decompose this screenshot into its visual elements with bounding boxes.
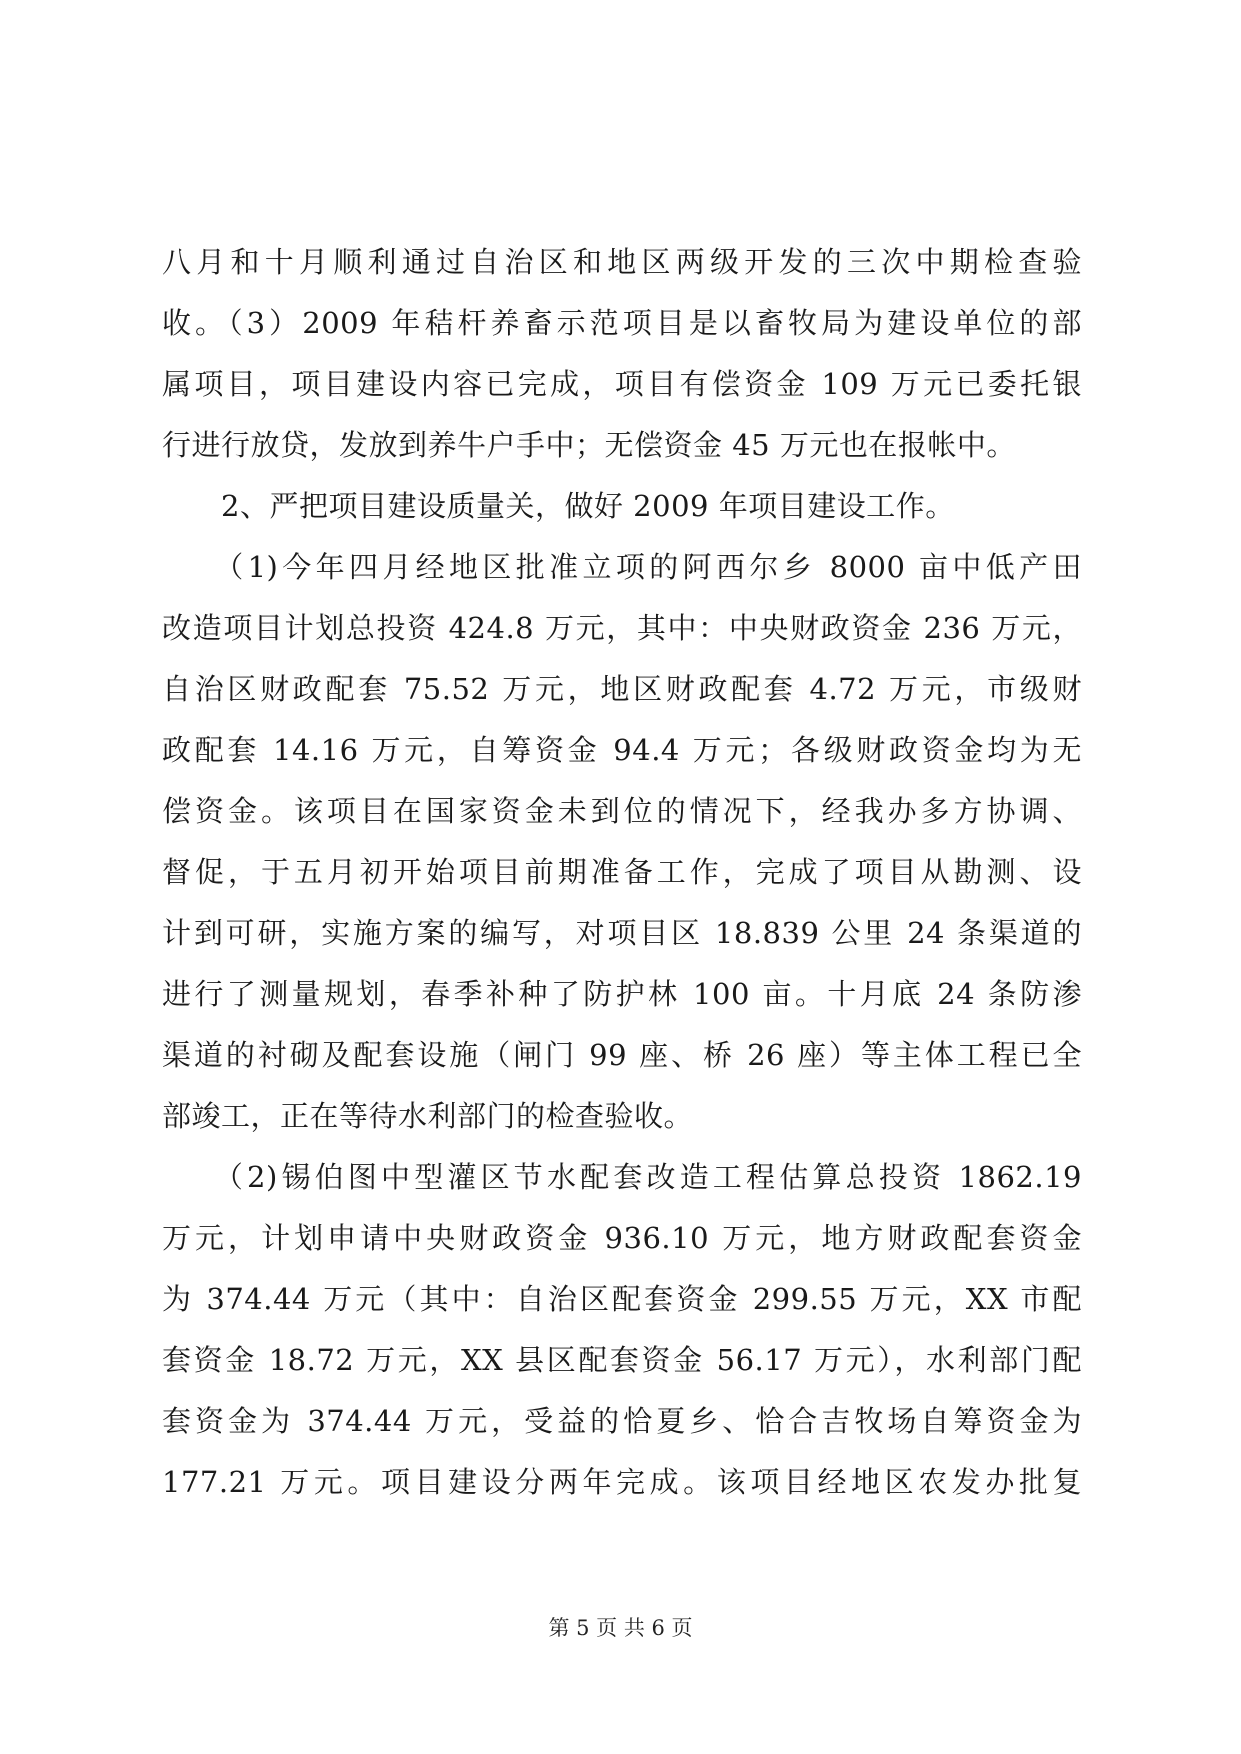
text-line: 为 374.44 万元（其中：自治区配套资金 299.55 万元，XX 市配: [162, 1282, 1082, 1316]
text-line: 政配套 14.16 万元，自筹资金 94.4 万元；各级财政资金均为无: [162, 733, 1082, 767]
text-line: 渠道的衬砌及配套设施（闸门 99 座、桥 26 座）等主体工程已全: [162, 1038, 1082, 1072]
text-line: 改造项目计划总投资 424.8 万元，其中：中央财政资金 236 万元，: [162, 611, 1082, 645]
document-body: [162, 232, 1082, 1513]
text-line: 八月和十月顺利通过自治区和地区两级开发的三次中期检查验: [162, 245, 1082, 279]
text-line: 2、严把项目建设质量关，做好 2009 年项目建设工作。: [162, 489, 955, 523]
text-line: 进行了测量规划，春季补种了防护林 100 亩。十月底 24 条防渗: [162, 977, 1082, 1011]
text-line: （1)今年四月经地区批准立项的阿西尔乡 8000 亩中低产田: [162, 550, 1082, 584]
text-line: 督促，于五月初开始项目前期准备工作，完成了项目从勘测、设: [162, 855, 1082, 889]
text-line: 万元，计划申请中央财政资金 936.10 万元，地方财政配套资金: [162, 1221, 1082, 1255]
text-line: 计到可研，实施方案的编写，对项目区 18.839 公里 24 条渠道的: [162, 916, 1082, 950]
text-line: （2)锡伯图中型灌区节水配套改造工程估算总投资 1862.19: [162, 1160, 1082, 1194]
text-line: 177.21 万元。项目建设分两年完成。该项目经地区农发办批复: [162, 1465, 1082, 1499]
text-line: 收。（3）2009 年秸杆养畜示范项目是以畜牧局为建设单位的部: [162, 306, 1082, 340]
text-line: 部竣工，正在等待水利部门的检查验收。: [162, 1099, 694, 1133]
text-line: 偿资金。该项目在国家资金未到位的情况下，经我办多方协调、: [162, 794, 1082, 828]
text-line: 套资金 18.72 万元，XX 县区配套资金 56.17 万元），水利部门配: [162, 1343, 1082, 1377]
text-line: 属项目，项目建设内容已完成，项目有偿资金 109 万元已委托银: [162, 367, 1082, 401]
text-line: 套资金为 374.44 万元，受益的恰夏乡、恰合吉牧场自筹资金为: [162, 1404, 1082, 1438]
text-line: 自治区财政配套 75.52 万元，地区财政配套 4.72 万元，市级财: [162, 672, 1082, 706]
text-line: 行进行放贷，发放到养牛户手中；无偿资金 45 万元也在报帐中。: [162, 428, 1016, 462]
page-number-footer: 第 5 页 共 6 页: [548, 1616, 693, 1640]
